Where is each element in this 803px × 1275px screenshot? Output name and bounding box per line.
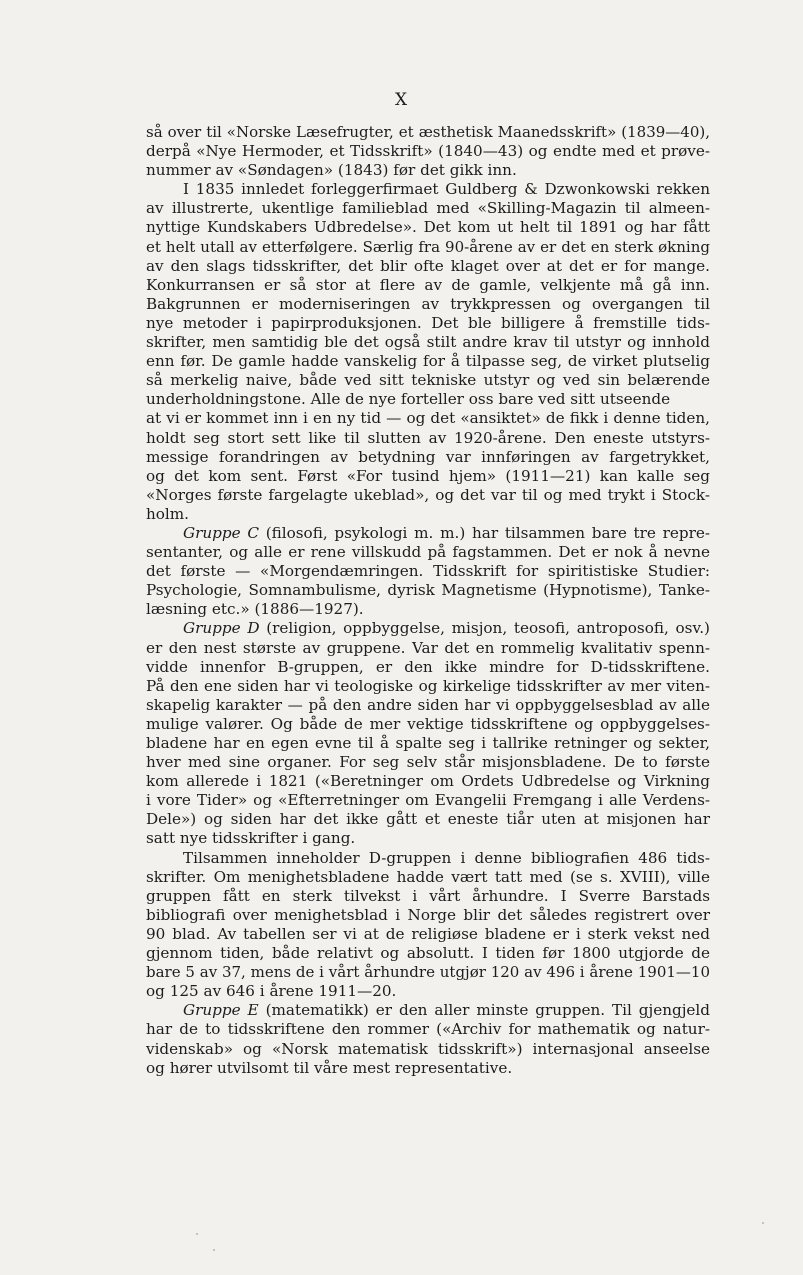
text-line xyxy=(146,199,710,218)
text-line-content: Bakgrunnen er moderniseringen av trykkpressen og overgangen til xyxy=(146,294,710,313)
text-line-content: bibliografi over menighetsblad i Norge blir det således registrert over xyxy=(146,905,710,924)
text-line-content: mulige valører. Og både de mer vektige tidsskriftene og oppbyggelses- xyxy=(146,714,710,733)
text-line-content: læsning etc.» (1886—1927). xyxy=(146,600,364,619)
text-line-content: holdt seg stort sett like til slutten av 1920-årene. Den eneste utstyrs- xyxy=(146,428,710,447)
text-line-content: (matematikk) er den aller minste gruppen. Til gjengjeld xyxy=(258,1001,710,1020)
text-line-content: er den nest største av gruppene. Var det en rommelig kvalitativ spenn- xyxy=(146,638,710,657)
text-line-content: nummer av «Søndagen» (1843) før det gikk inn. xyxy=(146,161,517,180)
text-line xyxy=(146,352,710,371)
text-line xyxy=(146,429,710,448)
text-line xyxy=(146,562,710,581)
text-line-content: 90 blad. Av tabellen ser vi at de religiøse bladene er i sterk vekst ned xyxy=(146,924,710,943)
text-line-content: bare 5 av 37, mens de i vårt århundre utgjør 120 av 496 i årene 1901—10 xyxy=(146,963,710,982)
text-line-content: av den slags tidsskrifter, det blir ofte klaget over at det er for mange. xyxy=(146,256,710,275)
text-line-content: så over til «Norske Læsefrugter, et æsthetisk Maanedsskrift» (1839—40), xyxy=(146,123,710,141)
text-line xyxy=(146,371,710,390)
text-line xyxy=(146,696,710,715)
text-line-content: har de to tidsskriftene den rommer («Archiv for mathematik og natur- xyxy=(146,1020,710,1039)
text-line xyxy=(146,123,710,142)
text-line-content: sentanter, og alle er rene villskudd på fagstammen. Det er nok å nevne xyxy=(146,543,710,562)
text-line xyxy=(146,982,710,1001)
text-line xyxy=(146,486,710,505)
text-line xyxy=(146,639,710,658)
text-line-content: skapelig karakter — på den andre siden har vi oppbyggelsesblad av alle xyxy=(146,695,710,714)
text-line xyxy=(146,295,710,314)
text-line-content: Konkurransen er så stor at flere av de gamle, velkjente må gå inn. xyxy=(146,275,710,294)
text-line xyxy=(146,581,710,600)
text-line xyxy=(146,715,710,734)
text-line-content: nyttige Kundskabers Udbredelse». Det kom ut helt til 1891 og har fått xyxy=(146,218,710,237)
section-heading-italic: Gruppe D xyxy=(183,619,260,638)
text-line-content: Psychologie, Somnambulisme, dyrisk Magnetisme (Hypnotisme), Tanke- xyxy=(146,581,710,600)
text-line-content: gruppen fått en sterk tilvekst i vårt århundre. I Sverre Barstads xyxy=(146,886,710,905)
text-line xyxy=(146,218,710,237)
text-line xyxy=(146,600,710,619)
text-line xyxy=(146,276,710,295)
text-line-content: Dele») og siden har det ikke gått et eneste tiår uten at misjonen har xyxy=(146,810,710,829)
section-heading-italic: Gruppe E xyxy=(183,1001,259,1020)
text-line-content: I 1835 innledet forleggerfirmaet Guldberg & Dzwonkowski rekken xyxy=(183,180,710,199)
text-line-content: messige forandringen av betydning var innføringen av fargetrykket, xyxy=(146,447,710,466)
text-line xyxy=(146,1040,710,1059)
text-line-content: skrifter. Om menighetsbladene hadde vært tatt med (se s. XVIII), ville xyxy=(146,867,710,886)
text-line xyxy=(146,409,710,428)
text-line-content: at vi er kommet inn i en ny tid — og det «ansiktet» de fikk i denne tiden, xyxy=(146,409,710,428)
text-line xyxy=(146,448,710,467)
text-line-content: (religion, oppbyggelse, misjon, teosofi, antroposofi, osv.) xyxy=(259,619,710,638)
text-line-content: Tilsammen inneholder D-gruppen i denne bibliografien 486 tids- xyxy=(183,848,710,867)
text-line-content: og 125 av 646 i årene 1911—20. xyxy=(146,982,397,1001)
text-line xyxy=(146,772,710,791)
text-line-content: vidde innenfor B-gruppen, er den ikke mindre for D-tidsskriftene. xyxy=(146,657,710,676)
text-line xyxy=(146,829,710,848)
text-line xyxy=(146,810,710,829)
text-line xyxy=(146,849,710,868)
text-line-content: hver med sine organer. For seg selv står misjonsbladene. De to første xyxy=(146,753,710,772)
text-line-content: derpå «Nye Hermoder, et Tidsskrift» (1840—43) og endte med et prøve- xyxy=(146,142,710,161)
text-line-content: og det kom sent. Først «For tusind hjem» (1911—21) kan kalle seg xyxy=(146,466,710,485)
text-line-content: kom allerede i 1821 («Beretninger om Ordets Udbredelse og Virkning xyxy=(146,772,710,791)
text-line xyxy=(146,467,710,486)
text-line-content: nye metoder i papirproduksjonen. Det ble billigere å fremstille tids- xyxy=(146,313,710,332)
text-line-content: underholdningstone. Alle de nye forteller oss bare ved sitt utseende xyxy=(146,390,671,409)
text-line xyxy=(146,619,710,638)
text-line xyxy=(146,1059,710,1078)
text-line xyxy=(146,944,710,963)
text-line xyxy=(146,543,710,562)
text-line-content: enn før. De gamle hadde vanskelig for å tilpasse seg, de virket plutselig xyxy=(146,352,710,371)
text-line xyxy=(146,1001,710,1020)
section-heading-italic: Gruppe C xyxy=(183,523,259,542)
text-line xyxy=(146,925,710,944)
page-number: X xyxy=(394,90,409,110)
text-line xyxy=(146,963,710,982)
body-text xyxy=(146,123,710,1078)
text-line-content: så merkelig naive, både ved sitt tekniske utstyr og ved sin belærende xyxy=(146,371,710,390)
text-line-content: et helt utall av etterfølgere. Særlig fra 90-årene av er det en sterk økning xyxy=(146,237,710,256)
text-line xyxy=(146,906,710,925)
text-line xyxy=(146,734,710,753)
text-line xyxy=(146,524,710,543)
text-line xyxy=(146,505,710,524)
text-line xyxy=(146,1020,710,1039)
text-line-content: og hører utvilsomt til våre mest representative. xyxy=(146,1058,513,1077)
text-line-content: av illustrerte, ukentlige familieblad med «Skilling-Magazin til almeen- xyxy=(146,199,710,218)
text-line-content: holm. xyxy=(146,504,190,523)
text-line xyxy=(146,868,710,887)
text-line-content: skrifter, men samtidig ble det også stilt andre krav til utstyr og innhold xyxy=(146,333,710,352)
text-line-content: (filosofi, psykologi m. m.) har tilsammen bare tre repre- xyxy=(258,523,710,542)
text-line-content: det første — «Morgendæmringen. Tidsskrift for spiritistiske Studier: xyxy=(146,562,710,581)
text-line xyxy=(146,658,710,677)
text-line xyxy=(146,753,710,772)
text-line-content: videnskab» og «Norsk matematisk tidsskrift») internasjonal anseelse xyxy=(146,1039,710,1058)
text-line xyxy=(146,161,710,180)
text-line-content: bladene har en egen evne til å spalte seg i tallrike retninger og sekter, xyxy=(146,734,710,752)
text-line xyxy=(146,257,710,276)
text-line xyxy=(146,333,710,352)
text-line xyxy=(146,677,710,696)
text-line xyxy=(146,390,710,409)
text-line xyxy=(146,887,710,906)
text-line-content: På den ene siden har vi teologiske og kirkelige tidsskrifter av mer viten- xyxy=(146,676,710,695)
text-line xyxy=(146,238,710,257)
text-line-content: gjennom tiden, både relativt og absolutt. I tiden før 1800 utgjorde de xyxy=(146,944,710,963)
text-line-content: satt nye tidsskrifter i gang. xyxy=(146,829,356,848)
text-line xyxy=(146,314,710,333)
text-line xyxy=(146,180,710,199)
text-line-content: i vore Tider» og «Efterretninger om Evangelii Fremgang i alle Verdens- xyxy=(146,791,710,810)
text-line xyxy=(146,142,710,161)
text-line xyxy=(146,791,710,810)
text-line-content: «Norges første fargelagte ukeblad», og det var til og med trykt i Stock- xyxy=(146,485,710,504)
